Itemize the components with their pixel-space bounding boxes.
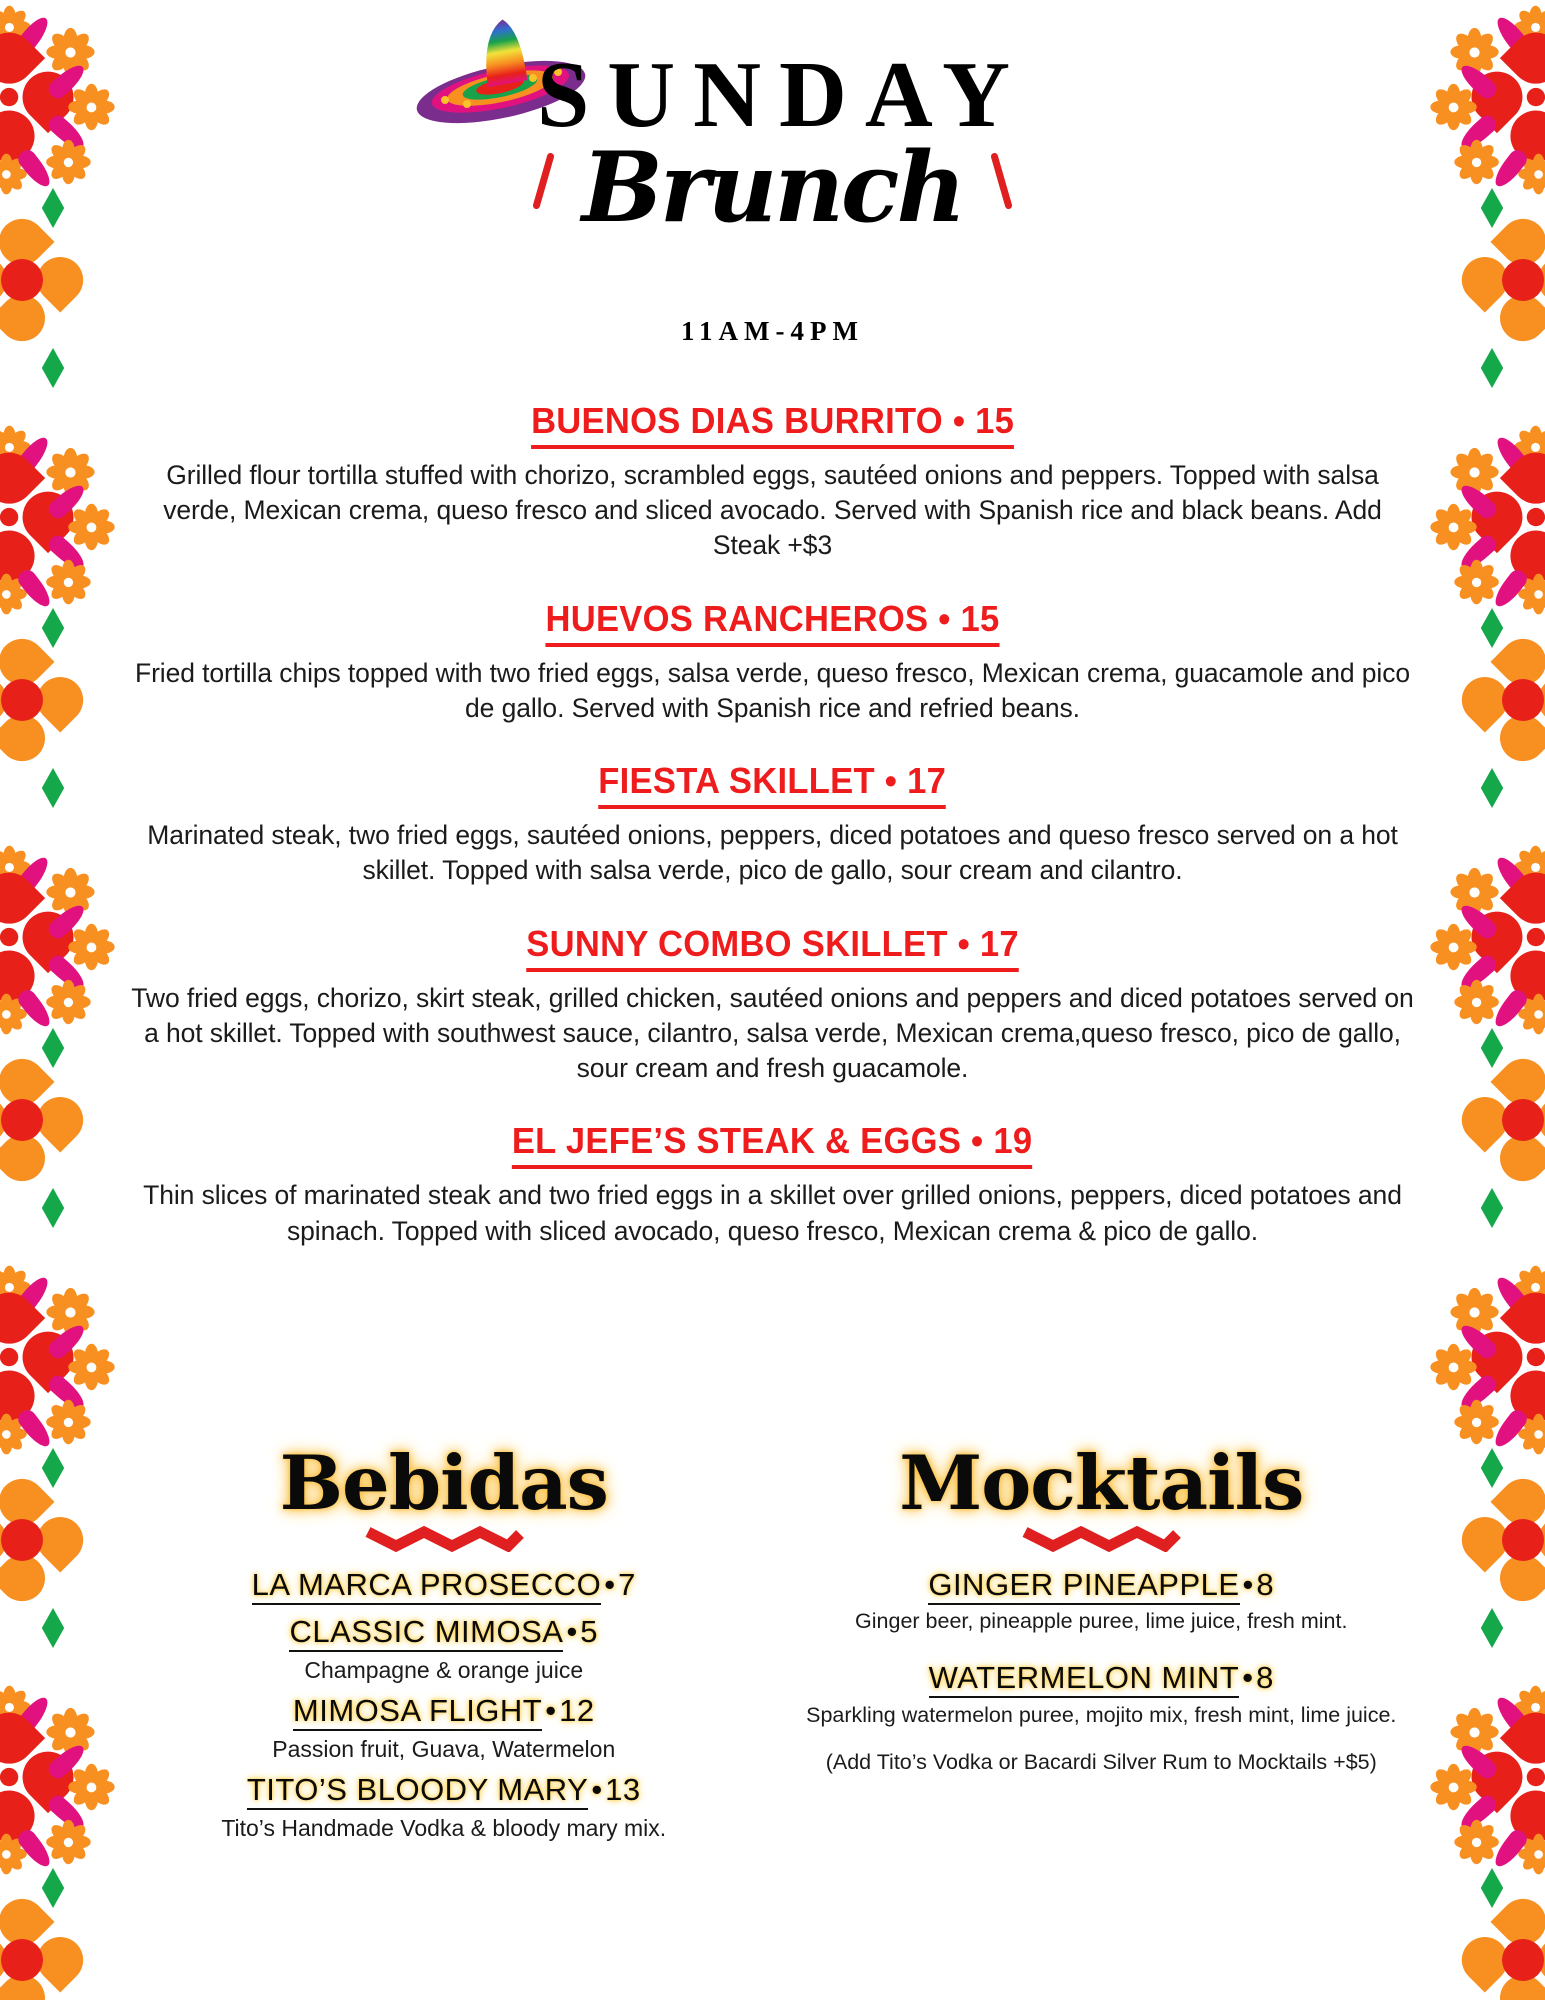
daisy-flower-icon [44,1398,92,1446]
menu-item-name: EL JEFE’S STEAK & EGGS • 19 [512,1120,1033,1169]
green-diamond-icon [1472,1448,1512,1488]
bullet-separator-icon: • [604,1566,616,1602]
heart-petal-flower-icon [0,1064,78,1176]
bebidas-heading: Bebidas [279,1439,608,1527]
green-diamond-icon [33,348,73,388]
daisy-flower-icon [1430,502,1479,552]
border-motif-block [1430,840,1545,1260]
daisy-flower-icon [1430,1762,1479,1812]
service-hours: 11AM-4PM [681,316,864,346]
drink-name: MIMOSA FLIGHT [293,1693,542,1731]
daisy-flower-icon [1430,82,1479,132]
menu-item-description: Thin slices of marinated steak and two fried eggs in a skillet over grilled onions, peppers, diced potatoes and spinach. Topped with sliced avocado, queso fresco, Mexican crema & pico de gallo. [143,1180,1402,1246]
green-diamond-icon [33,608,73,648]
menu-item [115,1120,1430,1248]
border-motif-block [1430,420,1545,840]
drink-name: CLASSIC MIMOSA [289,1614,563,1652]
daisy-flower-icon [1430,922,1479,972]
zigzag-divider-icon [1021,1526,1181,1552]
zigzag-divider-icon [364,1526,524,1552]
menu-item-description: Fried tortilla chips topped with two fried eggs, salsa verde, queso fresco, Mexican crema, guacamole and pico de gallo. Served with Spanish rice and refried beans. [135,657,1410,723]
drink-name: TITO’S BLOODY MARY [247,1772,588,1810]
daisy-flower-icon [1453,1398,1501,1446]
page-title-brunch-text: Brunch [581,131,964,244]
daisy-flower-icon [66,82,115,132]
heart-petal-flower-icon [1467,1904,1545,2000]
drink-name: GINGER PINEAPPLE [928,1567,1239,1605]
green-diamond-icon [33,188,73,228]
drink-description: Champagne & orange juice [304,1657,584,1684]
green-diamond-icon [33,1028,73,1068]
drink-price: 12 [559,1693,595,1728]
green-diamond-icon [1472,348,1512,388]
daisy-flower-icon [44,558,92,606]
heart-petal-flower-icon [0,1904,78,2000]
border-motif-block [0,840,115,1260]
menu-header [115,0,1430,400]
daisy-flower-icon [1453,558,1501,606]
drink-price: 8 [1256,1660,1274,1696]
drink-item [773,1564,1431,1636]
drink-item [115,1611,773,1685]
drink-description: Passion fruit, Guava, Watermelon [272,1735,616,1762]
heart-petal-flower-icon [1467,224,1545,336]
menu-item-name: BUENOS DIAS BURRITO • 15 [531,400,1014,449]
daisy-flower-icon [1453,138,1501,186]
drink-price: 7 [618,1566,636,1602]
green-diamond-icon [1472,1868,1512,1908]
bullet-separator-icon: • [591,1771,603,1807]
daisy-flower-icon [66,922,115,972]
daisy-flower-icon [44,1818,92,1866]
green-diamond-icon [1472,608,1512,648]
green-diamond-icon [1472,1028,1512,1068]
drink-name-row [115,1611,773,1654]
drink-description: Ginger beer, pineapple puree, lime juice, fresh mint. [855,1609,1348,1634]
heart-petal-flower-icon [1467,644,1545,756]
daisy-flower-icon [44,978,92,1026]
green-diamond-icon [1472,1188,1512,1228]
drink-name: LA MARCA PROSECCO [252,1567,602,1605]
drink-name-row [773,1564,1431,1607]
daisy-flower-icon [1453,978,1501,1026]
red-swash-left-icon [532,152,555,210]
bullet-separator-icon: • [1242,1566,1254,1602]
drink-price: 5 [580,1614,599,1650]
food-menu-list [115,400,1430,1283]
drink-item [115,1769,773,1843]
drink-price: 8 [1256,1566,1275,1602]
daisy-flower-icon [1430,1342,1479,1392]
drink-description: Tito’s Handmade Vodka & bloody mary mix. [221,1814,667,1841]
green-diamond-icon [33,768,73,808]
menu-item-description: Two fried eggs, chorizo, skirt steak, grilled chicken, sautéed onions and peppers and diced potatoes served on a hot skillet. Topped with southwest sauce, cilantro, salsa verde, Mexican crema,queso fresco, pico de gallo, sour cream and fresh guacamole. [131,982,1414,1084]
menu-item-description: Grilled flour tortilla stuffed with chorizo, scrambled eggs, sautéed onions and peppers. Topped with salsa verde, Mexican crema, queso fresco and sliced avocado. Served with Spanish rice and black beans. Add Steak +$3 [163,460,1382,561]
menu-item-name: SUNNY COMBO SKILLET • 17 [526,923,1019,972]
daisy-flower-icon [66,502,115,552]
decorative-border-left [0,0,115,2000]
menu-item [115,598,1430,726]
drink-item [115,1690,773,1764]
heart-petal-flower-icon [1467,1064,1545,1176]
menu-item-description: Marinated steak, two fried eggs, sautéed onions, peppers, diced potatoes and queso fresco served on a hot skillet. Topped with salsa verde, pico de gallo, sour cream and cilantro. [147,820,1398,886]
border-motif-block [1430,0,1545,420]
drink-name-row [115,1690,773,1733]
daisy-flower-icon [66,1762,115,1812]
heart-petal-flower-icon [0,224,78,336]
heart-petal-flower-icon [1467,1484,1545,1596]
daisy-flower-icon [1453,1818,1501,1866]
border-motif-block [0,420,115,840]
drink-name-row [773,1657,1431,1700]
green-diamond-icon [33,1608,73,1648]
drink-price: 13 [605,1771,641,1807]
drink-name-row [115,1769,773,1812]
border-motif-block [1430,1680,1545,2000]
heart-petal-flower-icon [0,1484,78,1596]
border-motif-block [0,0,115,420]
red-swash-right-icon [990,152,1013,210]
menu-item [115,760,1430,888]
drinks-section [115,1439,1430,1847]
bebidas-column [115,1439,773,1847]
page-title-sunday: SUNDAY [536,43,1029,147]
drink-item [773,1657,1431,1729]
mocktails-add-note: (Add Tito’s Vodka or Bacardi Silver Rum to Mocktails +$5) [825,1750,1377,1775]
green-diamond-icon [33,1448,73,1488]
green-diamond-icon [1472,1608,1512,1648]
page-title-brunch [115,131,1430,244]
bullet-separator-icon: • [545,1693,557,1728]
menu-item [115,923,1430,1087]
drink-name-row [115,1564,773,1607]
menu-item-name: HUEVOS RANCHEROS • 15 [545,598,999,647]
border-motif-block [1430,1260,1545,1680]
border-motif-block [0,1260,115,1680]
mocktails-heading: Mocktails [899,1439,1304,1527]
green-diamond-icon [33,1188,73,1228]
bullet-separator-icon: • [1242,1660,1254,1696]
drink-item [115,1564,773,1607]
green-diamond-icon [1472,768,1512,808]
border-motif-block [0,1680,115,2000]
green-diamond-icon [33,1868,73,1908]
daisy-flower-icon [44,138,92,186]
mocktails-column [773,1439,1431,1847]
daisy-flower-icon [66,1342,115,1392]
green-diamond-icon [1472,188,1512,228]
drink-name: WATERMELON MINT [929,1660,1240,1698]
drink-description: Sparkling watermelon puree, mojito mix, fresh mint, lime juice. [806,1703,1397,1728]
bullet-separator-icon: • [566,1614,578,1650]
menu-item [115,400,1430,564]
decorative-border-right [1430,0,1545,2000]
heart-petal-flower-icon [0,644,78,756]
menu-item-name: FIESTA SKILLET • 17 [599,760,947,809]
